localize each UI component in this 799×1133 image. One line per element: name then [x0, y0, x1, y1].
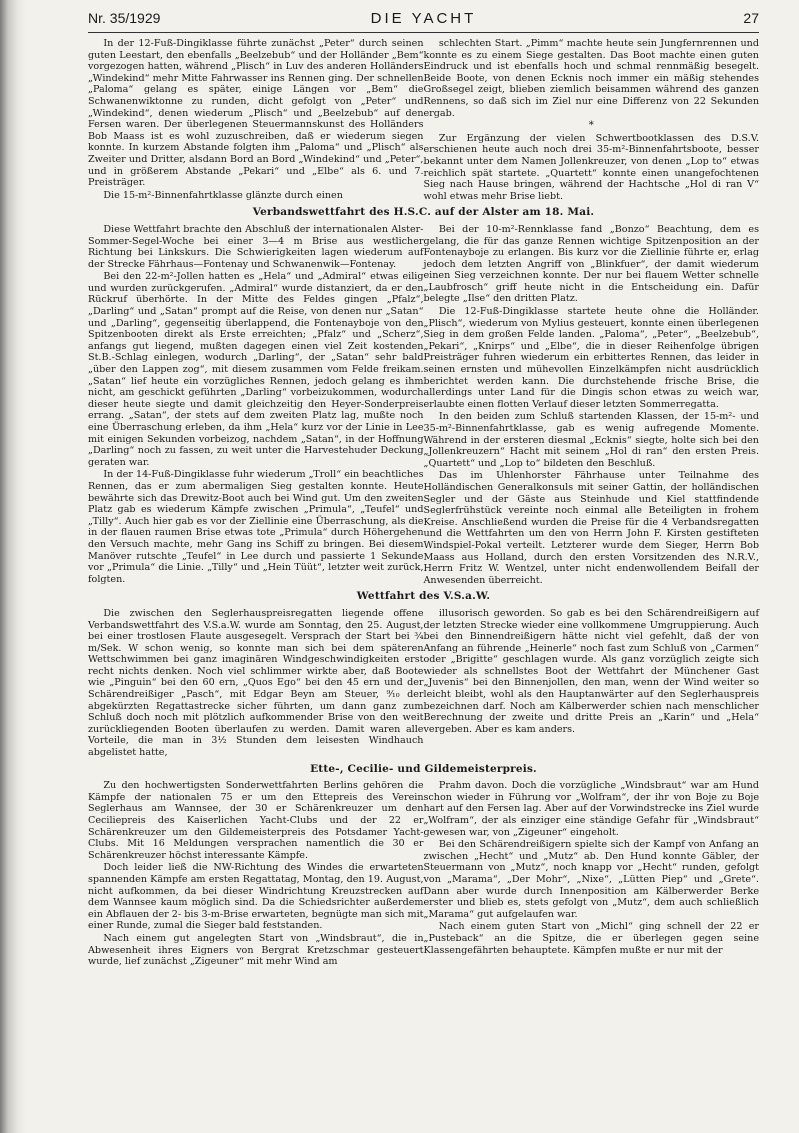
paragraph: Die zwischen den Seglerhauspreisregatten liegende offene Verbandswettfahrt des V.S.a.W. wurde am Sonntag, den 25. August, bei einer trostlosen Flaute ausgesegelt. Versprach der Start bei ¾ m/Sek. W schon wenig, so konnte man sich bei dem späteren Wettschwimmen bei ganz imaginären Windgeschwindigkeiten erst recht nichts denken. Noch viel schlimmer wirkte aber, daß Boote wie „Pinguin“ bei den 60 ern, „Quos Ego“ bei den 45 ern und der Schärendreißiger „Pasch“, mit Edgar Beyn am Steuer, ⁹⁄₁₀ der abgekürzten Regattastrecke sicher führten, um dann ganz zum Schluß doch noch mit plötzlich aufkommender Brise von den weit zurückliegenden Booten überlaufen zu werden. Damit waren alle Vorteile, die man in 3½ Stunden dem leisesten Windhauch abgelistet hatte, [88, 607, 424, 759]
paragraph: In der 14-Fuß-Dingiklasse fuhr wiederum „Troll“ ein beachtliches Rennen, das er zum abermaligen Sieg gestalten konnte. Heute bewährte sich das Drewitz-Boot auch bei Wind gut. Um den zweiten Platz gab es wiederum Kämpfe zwischen „Primula“, „Teufel“ und „Tilly“. Auch hier gab es vor der Ziellinie eine Überraschung, als die in der flauen raumen Brise etwas tote „Primula“ durch Höhergehen den Versuch machte, mehr Gang ins Schiff zu bringen. Bei diesem Manöver rutschte „Teufel“ in Lee durch und passierte 1 Sekunde vor „Primula“ die Linie. „Tilly“ und „Hein Tüüt“, letzter weit zurück, folgten. [88, 469, 424, 585]
left-column [88, 38, 424, 203]
paragraph: Zu den hochwertigsten Sonderwettfahrten Berlins gehören die Kämpfe der nationalen 75 er um den Ettepreis des Verein Seglerhaus am Wannsee, der 30 er Schärenkreuzer um den Ceciliepreis des Kaiserlichen Yacht-Clubs und der 22 er Schärenkreuzer um den Gildemeisterpreis des Potsdamer Yacht-Clubs. Mit 16 Meldungen versprachen namentlich die 30 er Schärenkreuzer höchst interessante Kämpfe. [88, 780, 424, 861]
section-heading: Ette-, Cecilie- und Gildemeisterpreis. [310, 762, 537, 775]
right-column [424, 38, 760, 203]
paragraph: Das im Uhlenhorster Fährhause unter Teilnahme des Holländischen Generalkonsuls mit seiner Gattin, der holländischen Segler und der Gäste aus Steinhude und Kiel stattfindende Seglerfrühstück vereinte noch einmal alle Beteiligten in frohem Kreise. Anschließend wurden die Preise für die 4 Verbandsregatten und die Wettfahrten um den von Herrn John F. Kirsten gestifteten Windspiel-Pokal verteilt. Letzterer wurde dem Sieger, Herrn Bob Maass aus Holland, durch den ersten Vorsitzenden des N.R.V., Herrn Fritz W. Wentzel, unter nicht endenwollendem Beifall der Anwesenden überreicht. [423, 470, 759, 586]
section-hsc-alster [88, 207, 759, 587]
paragraph: schlechten Start. „Pimm“ machte heute sein Jungfernrennen und konnte es zu einem Siege gestalten. Das Boot machte einen guten Eindruck und ist ebenfalls hoch und schmal rennmäßig besegelt. Beide Boote, von denen Ecknis noch immer ein mäßig stehendes Großsegel zeigt, blieben ziemlich beisammen während des ganzen Rennens, so daß sich im Ziel nur eine Differenz von 22 Sekunden ergab. [423, 38, 759, 119]
two-column-layout [88, 224, 759, 587]
section-heading: Wettfahrt des V.S.a.W. [356, 590, 491, 603]
page-binding-shadow [0, 0, 26, 1133]
section-vsaw [88, 591, 759, 759]
paragraph: Diese Wettfahrt brachte den Abschluß der internationalen Alster-Sommer-Segel-Woche bei einer 3—4 m Brise aus westlicher Richtung bei Linkskurs. Die Schwierigkeiten lagen wiederum auf der Strecke Fährhaus—Fontenay und Schwanenwik—Fontenay. [88, 223, 424, 270]
section-heading: Verbandswettfahrt des H.S.C. auf der Alster am 18. Mai. [252, 206, 595, 219]
two-column-layout [88, 780, 759, 969]
left-column [88, 780, 424, 969]
left-column [88, 224, 424, 587]
paragraph: Nach einem guten Start von „Michl“ ging schnell der 22 er „Pusteback“ an die Spitze, die er überlegen gegen seine Klassengefährten behauptete. Kämpfen mußte er nur mit der [423, 921, 759, 956]
paragraph: Die 12-Fuß-Dingiklasse startete heute ohne die Holländer. „Plisch“, wiederum von Mylius gesteuert, konnte einen überlegenen Sieg in dem großen Felde landen. „Paloma“, „Peter“, „Beelzebub“, „Pekari“, „Knirps“ und „Elbe“, die in dieser Reihenfolge übrigen Preisträger fuhren wiederum ein erbittertes Rennen, das leider in seinen ernsten und mühevollen Einzelkämpfen nicht ausdrücklich berichtet werden kann. Die durchstehende frische Brise, die allerdings unter Land für die Dingis schon etwas zu weich war, erlaubte einen flotten Verlauf dieser letzten Sommerregatta. [423, 306, 759, 410]
left-column [88, 608, 424, 760]
paragraph: Prahm davon. Doch die vorzügliche „Windsbraut“ war am Hund schon wieder in Führung vor „Wolfram“, der ihr von Boje zu Boje hart auf den Fersen lag. Aber auf der Vorwindstrecke ins Ziel wurde „Wolfram“, der als einziger eine ständige Gefahr für „Windsbraut“ gewesen war, von „Zigeuner“ eingeholt. [423, 780, 759, 838]
article-body [88, 38, 759, 972]
issue-number: Nr. 35/1929 [88, 10, 161, 26]
section-dingi-continuation [88, 38, 759, 203]
page-header [88, 10, 759, 32]
paragraph: In den beiden zum Schluß startenden Klassen, der 15-m²- und 35-m²-Binnenfahrtklasse, gab es wenig aufregende Momente. Während in der ersteren diesmal „Ecknis“ siegte, holte sich bei den „Jollenkreuzern“ Hacht mit seinem „Hol di ran“ den ersten Preis. „Quartett“ und „Lop to“ bildeten den Beschluß. [423, 411, 759, 469]
paragraph: Bei den Schärendreißigern spielte sich der Kampf von Anfang an zwischen „Hecht“ und „Mutz“ ab. Den Hund konnte Gäbler, der Steuermann von „Mutz“, noch knapp vor „Hecht“ runden, gefolgt von „Marama“, „Der Mohr“, „Nixe“, „Lütten Piep“ und „Grete“. Dann aber wurde durch Innenposition am Kälberwerder Berke erster und blieb es, stets gefolgt von „Mutz“, dem auch schließlich „Marama“ gut aufgelaufen war. [423, 839, 759, 920]
section-ette-cecilie-gildemeister [88, 764, 759, 969]
section-separator-asterisk: * [588, 120, 594, 132]
paragraph: Zur Ergänzung der vielen Schwertbootklassen des D.S.V. erschienen heute auch noch drei 35-m²-Binnenfahrtsboote, besser bekannt unter dem Namen Jollenkreuzer, von denen „Lop to“ etwas reichlich spät startete. „Quartett“ konnte einen unangefochtenen Sieg nach Hause bringen, während der Hachtsche „Hol di ran V“ wohl etwas mehr Brise liebt. [423, 132, 759, 202]
page-number: 27 [743, 10, 759, 26]
paragraph: In der 12-Fuß-Dingiklasse führte zunächst „Peter“ durch seinen guten Leestart, den ebenfalls „Beelzebub“ und der Holländer „Bem“ vorgezogen hatten, während „Plisch“ in Luv des anderen Holländers „Windekind“ mehr Mitte Fahrwasser ins Rennen ging. Der schnellen „Paloma“ gelang es später, einige Längen vor „Bem“ die Schwanenwiktonne zu runden, dicht gefolgt von „Peter“ und „Windekind“, denen wiederum „Plisch“ und „Beelzebub“ auf den Fersen waren. Der überlegenen Steuermannskunst des Holländers Bob Maass ist es wohl zuzuschreiben, daß er wiederum siegen konnte. In kurzem Abstande folgten ihm „Paloma“ und „Plisch“ als Zweiter und Dritter, alsdann Bord an Bord „Windekind“ und „Peter“, und in größerem Abstande „Pekari“ und „Elbe“ als 6. und 7. Preisträger. [88, 38, 424, 189]
paragraph: Bei der 10-m²-Rennklasse fand „Bonzo“ Beachtung, dem es gelang, die für das ganze Rennen wichtige Spitzenposition an der Fontenayboje zu erlangen. Bis kurz vor die Ziellinie führte er, erlag jedoch dem letzten Angriff von „Blinkfuer“, der damit wiederum einen Sieg verzeichnen konnte. Der nur bei flauem Wetter schnelle „Laubfrosch“ griff heute nicht in die Entscheidung ein. Dafür belegte „Ilse“ den dritten Platz. [423, 223, 759, 305]
header-rule [88, 32, 759, 33]
magazine-title: DIE YACHT [370, 10, 477, 27]
paragraph: Doch leider ließ die NW-Richtung des Windes die erwarteten spannenden Kämpfe am ersten Regattatag, Montag, den 19. August, nicht aufkommen, da bei dieser Windrichtung Kreuzstrecken auf dem Wannsee kaum möglich sind. Da die Schiedsrichter außerdem ein Abflauen der 2- bis 3-m-Brise erwarteten, begnügte man sich mit einer Runde, zumal die Sieger bald feststanden. [88, 862, 424, 932]
right-column [424, 780, 760, 969]
paragraph: Bei den 22-m²-Jollen hatten es „Hela“ und „Admiral“ etwas eilig und wurden zurückgerufen. „Admiral“ wurde distanziert, da er den Rückruf überhörte. In der Mitte des Feldes gingen „Pfalz“, „Darling“ und „Satan“ prompt auf die Reise, von denen nur „Satan“ und „Darling“, gegenseitig überlappend, die Fontenayboje von den Spitzenbooten direkt als Erste erreichten; „Pfalz“ und „Scherz“, anfangs gut liegend, mußten dagegen einen viel Zeit kostenden St.B.-Schlag einlegen, wodurch „Darling“, der „Satan“ sehr bald „über den Lappen zog“, mit diesem zusammen vom Felde freikam. „Satan“ lief heute ein vorzügliches Rennen, jedoch gelang es ihm nicht, am geschickt geführten „Darling“ vorbeizukommen, wodurch dieser heute siegte und damit gleichzeitig den Heyer-Sonderpreis errang. „Satan“, der stets auf dem zweiten Platz lag, mußte noch eine Überraschung erleben, da ihm „Hela“ kurz vor der Linie in Lee mit einigen Sekunden vorbeizog, nachdem „Satan“, in der Hoffnung „Darling“ noch zu fassen, zu weit unter die Harvestehuder Deckung geraten war. [88, 271, 424, 468]
two-column-layout [88, 608, 759, 760]
right-column [424, 224, 760, 587]
paragraph: Die 15-m²-Binnenfahrtklasse glänzte durch einen [103, 189, 343, 201]
paragraph: Nach einem gut angelegten Start von „Windsbraut“, die in Abwesenheit ihres Eigners von Bergrat Kretzschmar gesteuert wurde, lief zunächst „Zigeuner“ mit mehr Wind am [88, 932, 424, 968]
right-column [424, 608, 760, 760]
paragraph: illusorisch geworden. So gab es bei den Schärendreißigern auf der letzten Strecke wieder eine vollkommene Umgruppierung. Auch bei den Binnendreißigern hätte nicht viel gefehlt, daß der von Anfang an führende „Heinerle“ noch fast zum Schluß von „Carmen“ oder „Brigitte“ geschlagen wurde. Als ganz vorzüglich zeigte sich wieder als schnellstes Boot der Wettfahrt der Münchener Gast „Juvenis“ bei den Binnenjollen, den man, wenn der Wind weiter so leicht bleibt, wohl als den Hauptanwärter auf den Seglerhauspreis bezeichnen darf. Noch am Kälberwerder schien nach menschlicher Berechnung der zweite und dritte Preis an „Karin“ und „Hela“ vergeben. Aber es kam anders. [423, 607, 759, 735]
two-column-layout [88, 38, 759, 203]
